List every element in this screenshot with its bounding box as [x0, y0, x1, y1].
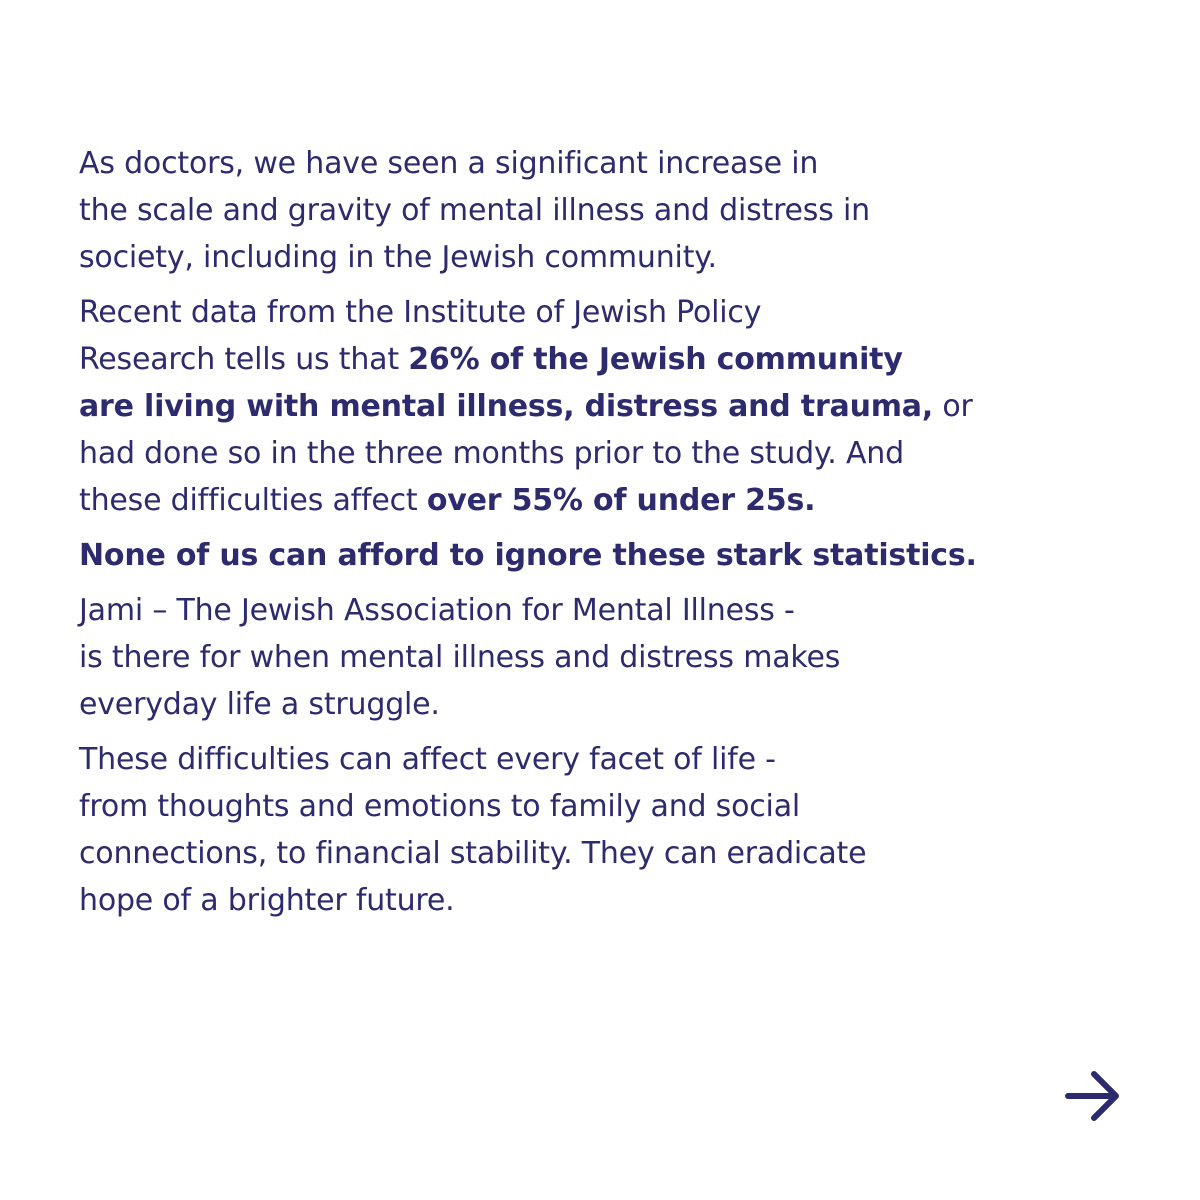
text-segment: everyday life a struggle.	[79, 687, 440, 722]
text-segment: connections, to financial stability. They can eradicate	[79, 836, 867, 871]
paragraph	[79, 532, 1149, 579]
text-segment: hope of a brighter future.	[79, 883, 455, 918]
text-segment: These difficulties can affect every facet of life -	[79, 742, 776, 777]
arrow-right-icon	[1064, 1068, 1124, 1124]
text-segment: Research tells us that	[79, 342, 409, 377]
next-arrow-button[interactable]	[1064, 1068, 1124, 1124]
text-line	[79, 783, 1149, 830]
paragraph	[79, 736, 1149, 924]
text-line	[79, 140, 1149, 187]
text-line	[79, 336, 1149, 383]
text-line	[79, 477, 1149, 524]
body-text	[79, 140, 1149, 932]
text-segment: Jami – The Jewish Association for Mental Illness -	[79, 593, 795, 628]
text-segment: Recent data from the Institute of Jewish Policy	[79, 295, 762, 330]
text-segment: the scale and gravity of mental illness and distress in	[79, 193, 870, 228]
text-line	[79, 383, 1149, 430]
bold-text-segment: None of us can afford to ignore these stark statistics.	[79, 538, 977, 573]
text-line	[79, 532, 1149, 579]
text-line	[79, 289, 1149, 336]
text-segment: society, including in the Jewish community.	[79, 240, 717, 275]
paragraph	[79, 289, 1149, 524]
bold-text-segment: over 55% of under 25s.	[426, 483, 816, 518]
text-line	[79, 681, 1149, 728]
text-line	[79, 830, 1149, 877]
paragraph	[79, 587, 1149, 728]
bold-text-segment: 26% of the Jewish community	[408, 342, 903, 377]
text-line	[79, 430, 1149, 477]
text-line	[79, 877, 1149, 924]
bold-text-segment: are living with mental illness, distress and trauma,	[79, 389, 934, 424]
text-line	[79, 587, 1149, 634]
text-line	[79, 736, 1149, 783]
text-segment: had done so in the three months prior to the study. And	[79, 436, 904, 471]
paragraph	[79, 140, 1149, 281]
text-line	[79, 187, 1149, 234]
text-segment: these difficulties affect	[79, 483, 427, 518]
text-line	[79, 634, 1149, 681]
text-segment: is there for when mental illness and distress makes	[79, 640, 841, 675]
text-line	[79, 234, 1149, 281]
text-segment: from thoughts and emotions to family and social	[79, 789, 801, 824]
text-segment: or	[933, 389, 973, 424]
text-segment: As doctors, we have seen a significant increase in	[79, 146, 819, 181]
